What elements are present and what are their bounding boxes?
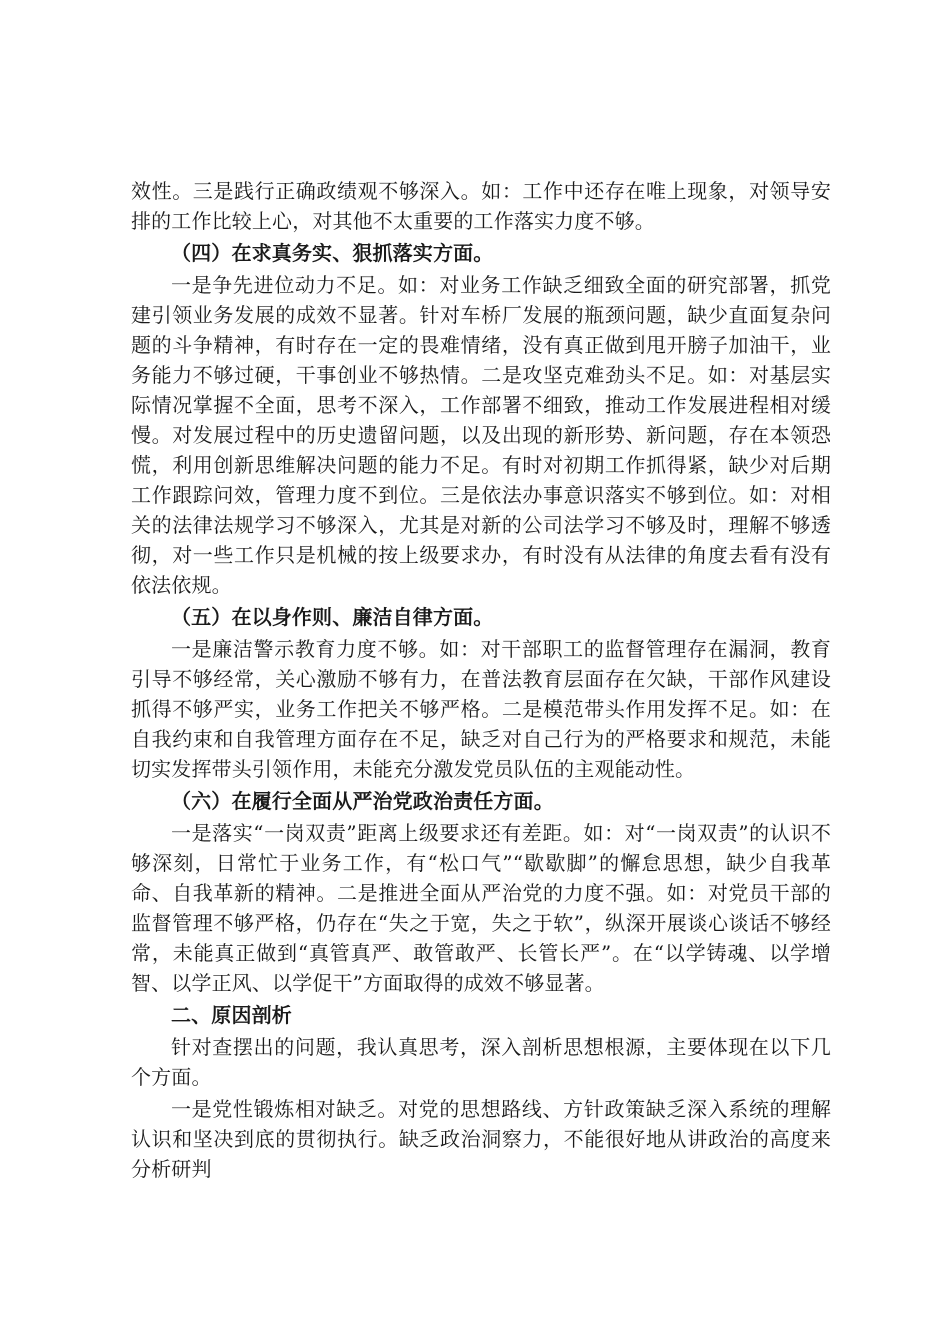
paragraph-continuation: 效性。三是践行正确政绩观不够深入。如：工作中还存在唯上现象，对领导安排的工作比较上心，对其他不太重要的工作落实力度不够。 xyxy=(131,179,831,233)
section-heading-5: （五）在以身作则、廉洁自律方面。 xyxy=(171,605,494,629)
section-heading-6: （六）在履行全面从严治党政治责任方面。 xyxy=(171,789,554,813)
paragraph-cause-intro: 针对查摆出的问题，我认真思考，深入剖析思想根源，主要体现在以下几个方面。 xyxy=(131,1035,831,1089)
paragraph-cause-1: 一是党性锻炼相对缺乏。对党的思想路线、方针政策缺乏深入系统的理解认识和坚决到底的贯彻执行。缺乏政治洞察力，不能很好地从讲政治的高度来分析研判 xyxy=(131,1097,831,1181)
paragraph-section-5: 一是廉洁警示教育力度不够。如：对干部职工的监督管理存在漏洞，教育引导不够经常，关心激励不够有力，在普法教育层面存在欠缺，干部作风建设抓得不够严实，业务工作把关不够严格。二是模范带头作用发挥不足。如：在自我约束和自我管理方面存在不足，缺乏对自己行为的严格要求和规范，未能切实发挥带头引领作用，未能充分激发党员队伍的主观能动性。 xyxy=(131,637,831,781)
paragraph-section-6: 一是落实“一岗双责”距离上级要求还有差距。如：对“一岗双责”的认识不够深刻，日常忙于业务工作，有“松口气”“歇歇脚”的懈怠思想，缺少自我革命、自我革新的精神。二是推进全面从严治党的力度不强。如：对党员干部的监督管理不够严格，仍存在“失之于宽，失之于软”，纵深开展谈心谈话不够经常，未能真正做到“真管真严、敢管敢严、长管长严”。在“以学铸魂、以学增智、以学正风、以学促干”方面取得的成效不够显著。 xyxy=(131,821,831,995)
paragraph-section-4: 一是争先进位动力不足。如：对业务工作缺乏细致全面的研究部署，抓党建引领业务发展的成效不显著。针对车桥厂发展的瓶颈问题，缺少直面复杂问题的斗争精神，有时存在一定的畏难情绪，没有真正做到甩开膀子加油干，业务能力不够过硬，干事创业不够热情。二是攻坚克难劲头不足。如：对基层实际情况掌握不全面，思考不深入，工作部署不细致，推动工作发展进程相对缓慢。对发展过程中的历史遗留问题，以及出现的新形势、新问题，存在本领恐慌，利用创新思维解决问题的能力不足。有时对初期工作抓得紧，缺少对后期工作跟踪问效，管理力度不到位。三是依法办事意识落实不够到位。如：对相关的法律法规学习不够深入，尤其是对新的公司法学习不够及时，理解不够透彻，对一些工作只是机械的按上级要求办，有时没有从法律的角度去看有没有依法依规。 xyxy=(131,273,831,597)
section-heading-cause-analysis: 二、原因剖析 xyxy=(171,1003,292,1027)
document-page xyxy=(131,176,831,1184)
section-heading-4: （四）在求真务实、狠抓落实方面。 xyxy=(171,241,494,265)
